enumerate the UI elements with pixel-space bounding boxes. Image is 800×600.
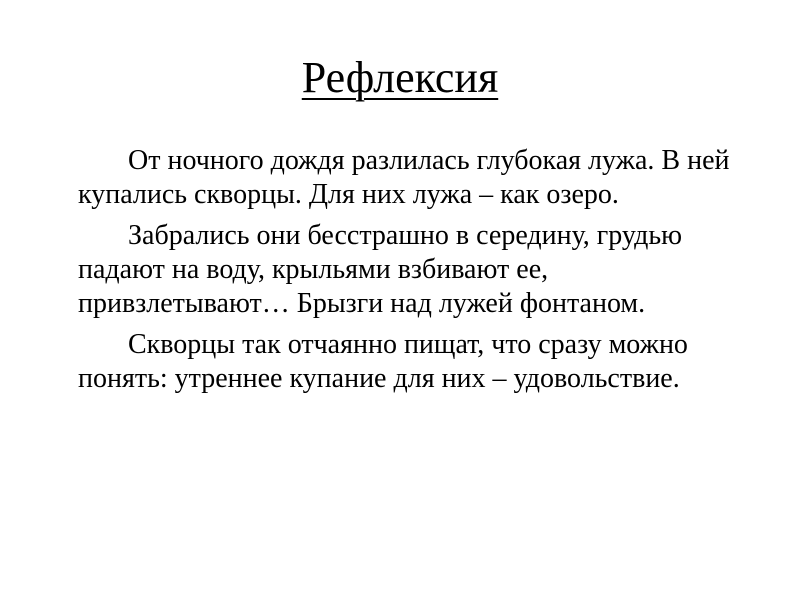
paragraph-2: Забрались они бесстрашно в середину, грудью падают на воду, крыльями взбивают ее, привзлетывают… Брызги над лужей фонтаном. (78, 220, 683, 319)
slide-body (78, 144, 758, 403)
paragraph-1: От ночного дождя разлилась глубокая лужа. В ней купались скворцы. Для них лужа – как озеро. (78, 145, 730, 210)
paragraph-3: Скворцы так отчаянно пищат, что сразу можно понять: утреннее купание для них – удовольствие. (78, 329, 688, 394)
slide-title: Рефлексия (301, 53, 499, 102)
